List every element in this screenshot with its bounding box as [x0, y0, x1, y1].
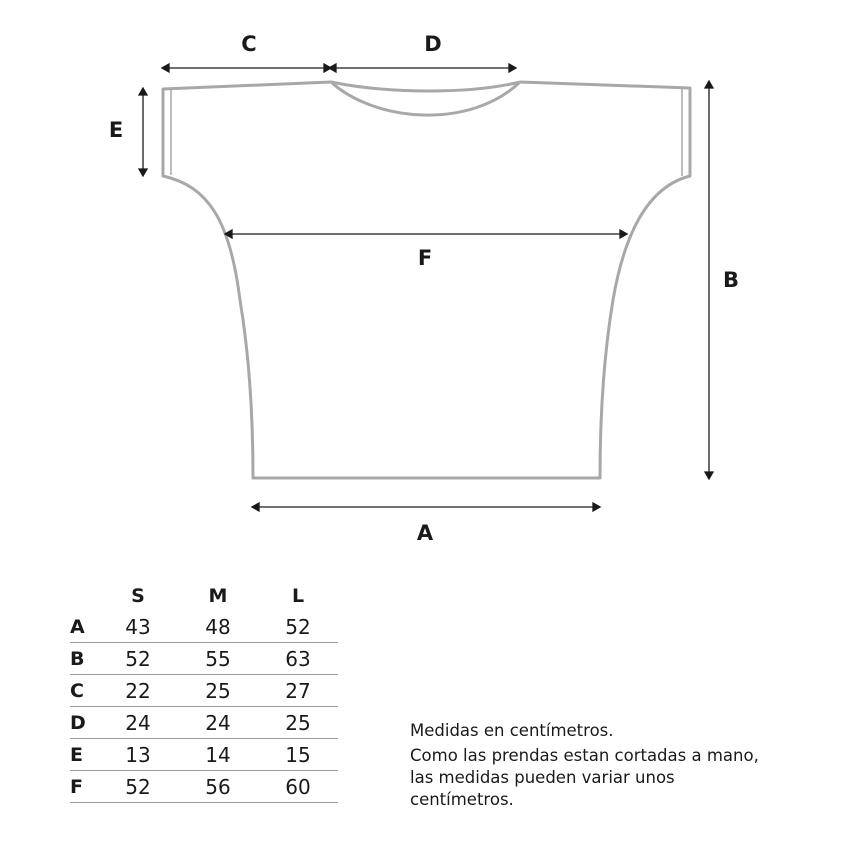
table-cell: 43 — [98, 611, 178, 643]
size-header-l: L — [291, 585, 305, 607]
row-key: A — [70, 611, 98, 643]
table-row — [70, 707, 338, 739]
dimension-a — [252, 503, 600, 511]
table-row — [70, 675, 338, 707]
table-cell: 48 — [178, 611, 258, 643]
label-f: F — [417, 246, 433, 270]
label-a: A — [416, 521, 434, 545]
table-cell: 56 — [178, 771, 258, 803]
table-cell: 52 — [258, 611, 338, 643]
table-row — [70, 771, 338, 803]
label-b: B — [722, 268, 740, 292]
table-cell: 24 — [98, 707, 178, 739]
table-cell: 24 — [178, 707, 258, 739]
disclaimer-note: Como las prendas estan cortadas a mano, las medidas pueden variar unos centímetros. — [410, 746, 759, 809]
table-cell: 60 — [258, 771, 338, 803]
size-header-s: S — [131, 585, 145, 607]
row-key: D — [70, 707, 98, 739]
label-e: E — [108, 118, 124, 142]
table-cell: 15 — [258, 739, 338, 771]
row-key: F — [70, 771, 98, 803]
table-cell: 25 — [258, 707, 338, 739]
table-cell: 55 — [178, 643, 258, 675]
table-cell: 13 — [98, 739, 178, 771]
table-cell: 22 — [98, 675, 178, 707]
dimension-b — [705, 81, 713, 479]
dimension-lines — [139, 64, 713, 511]
table-cell: 52 — [98, 643, 178, 675]
shirt-outline — [163, 82, 690, 478]
table-cell: 14 — [178, 739, 258, 771]
table-row — [70, 739, 338, 771]
dimension-d — [329, 64, 516, 72]
size-header-m: M — [208, 585, 228, 607]
shirt-neckline-back — [331, 82, 520, 91]
size-header-row — [70, 581, 338, 611]
shirt-body-outline — [163, 82, 690, 478]
table-cell: 27 — [258, 675, 338, 707]
table-corner — [70, 581, 98, 611]
table-cell: 52 — [98, 771, 178, 803]
table-cell: 63 — [258, 643, 338, 675]
table-cell: 25 — [178, 675, 258, 707]
units-note: Medidas en centímetros. — [410, 721, 614, 740]
label-c: C — [241, 32, 257, 56]
row-key: C — [70, 675, 98, 707]
label-d: D — [424, 32, 442, 56]
table-row — [70, 611, 338, 643]
dimension-f — [225, 230, 627, 238]
row-key: B — [70, 643, 98, 675]
dimension-c — [162, 64, 331, 72]
row-key: E — [70, 739, 98, 771]
table-row — [70, 643, 338, 675]
measurement-notes — [410, 720, 770, 814]
size-table — [70, 581, 338, 803]
dimension-e — [139, 88, 147, 176]
